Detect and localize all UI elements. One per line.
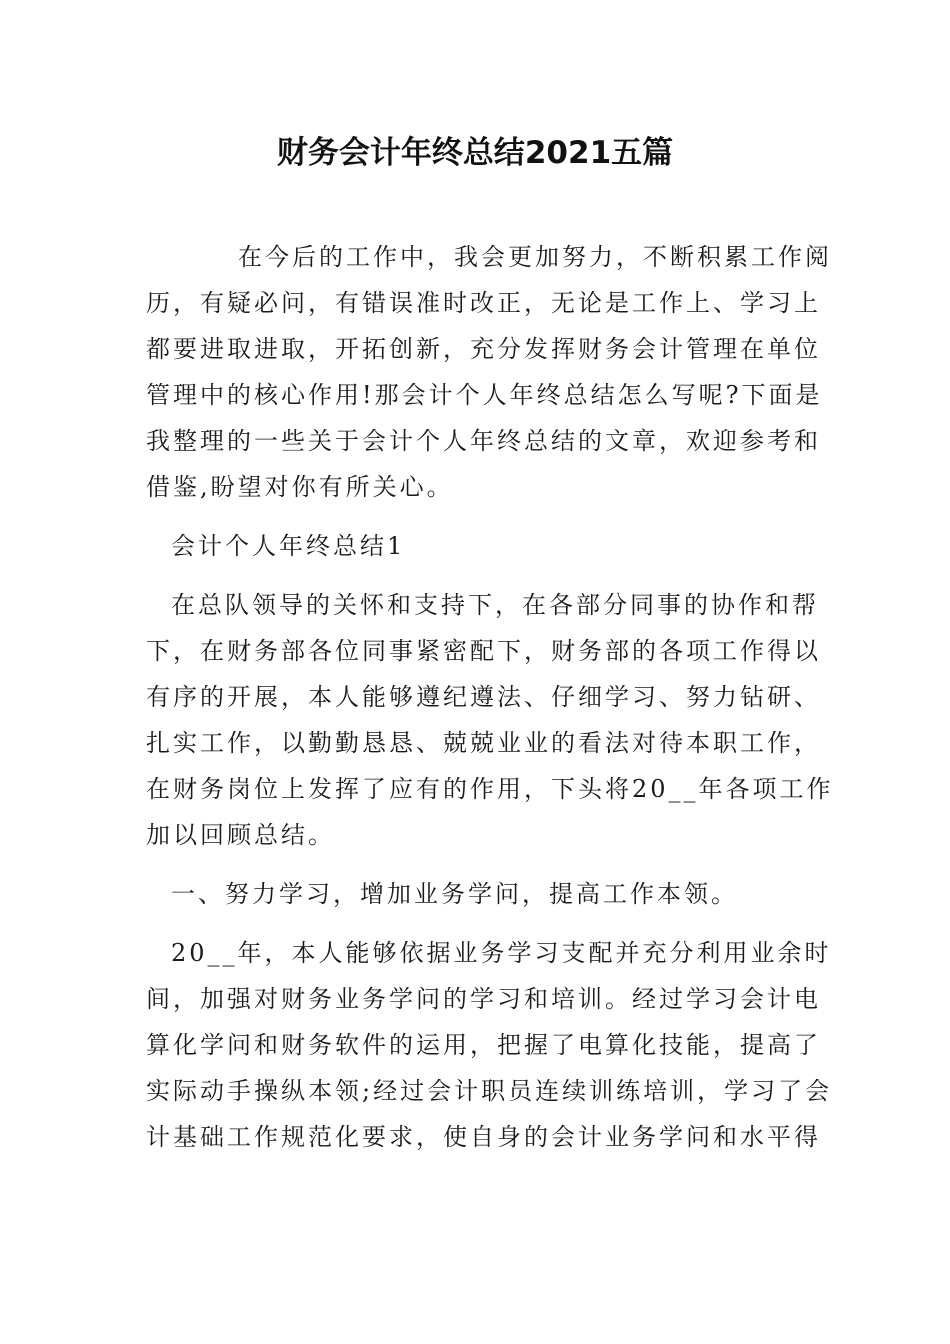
text-line: 历，有疑必问，有错误准时改正，无论是工作上、学习上 <box>146 289 821 317</box>
text-line: 借鉴,盼望对你有所关心。 <box>146 473 454 501</box>
paragraph-intro <box>146 234 832 510</box>
paragraph-study <box>146 930 833 1160</box>
text-line: 加以回顾总结。 <box>146 821 335 849</box>
text-line: 会计个人年终总结1 <box>171 532 406 560</box>
section-heading <box>146 523 806 569</box>
text-line: 在总队领导的关怀和支持下，在各部分同事的协作和帮 <box>171 591 819 619</box>
text-line: 计基础工作规范化要求，使自身的会计业务学问和水平得 <box>146 1123 821 1151</box>
text-line: 管理中的核心作用!那会计个人年终总结怎么写呢?下面是 <box>146 381 823 409</box>
text-line: 有序的开展，本人能够遵纪遵法、仔细学习、努力钻研、 <box>146 683 821 711</box>
text-line: 实际动手操纵本领;经过会计职员连续训练培训，学习了会 <box>146 1077 833 1105</box>
text-line: 一、努力学习，增加业务学问，提高工作本领。 <box>171 880 738 908</box>
text-line: 在财务岗位上发挥了应有的作用，下头将20__年各项工作 <box>146 775 834 803</box>
paragraph-summary <box>146 582 834 858</box>
document-title: 财务会计年终总结2021五篇 <box>276 135 674 171</box>
text-line: 20__年，本人能够依据业务学习支配并充分利用业余时 <box>171 939 832 967</box>
subsection-heading <box>146 871 806 917</box>
text-line: 算化学问和财务软件的运用，把握了电算化技能，提高了 <box>146 1031 821 1059</box>
text-line: 我整理的一些关于会计个人年终总结的文章，欢迎参考和 <box>146 427 821 455</box>
document-body <box>146 234 834 1160</box>
text-line: 在今后的工作中，我会更加努力，不断积累工作阅 <box>238 243 832 271</box>
text-line: 间，加强对财务业务学问的学习和培训。经过学习会计电 <box>146 985 821 1013</box>
text-line: 都要进取进取，开拓创新，充分发挥财务会计管理在单位 <box>146 335 821 363</box>
text-line: 扎实工作，以勤勤恳恳、兢兢业业的看法对待本职工作， <box>146 729 821 757</box>
text-line: 下，在财务部各位同事紧密配下，财务部的各项工作得以 <box>146 637 821 665</box>
